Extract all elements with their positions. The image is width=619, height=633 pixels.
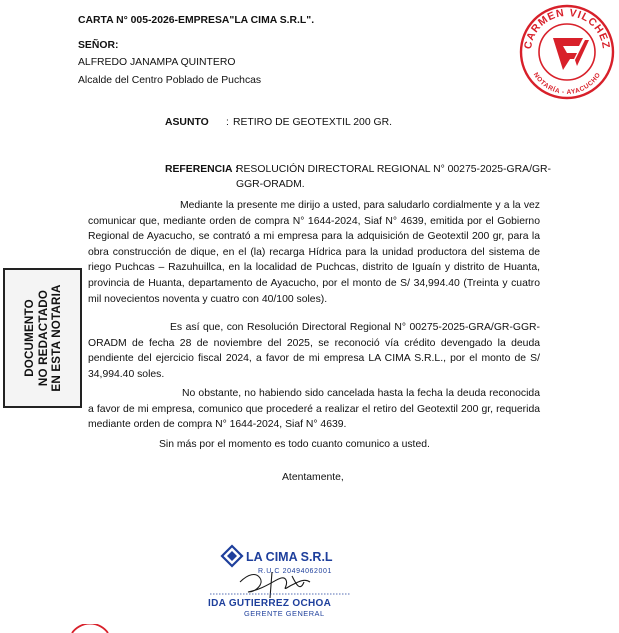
seal-name: CARMEN VILCHEZ: [521, 6, 612, 51]
body-paragraph-4: Sin más por el momento es todo cuanto comunico a usted.: [159, 439, 430, 450]
body-paragraph-1: Mediante la presente me dirijo a usted, para saludarlo cordialmente y a la vez comunicar que, mediante orden de compra N° 1644-2024, Siaf N° 4639, emitida por el Gobierno Regional de Ayacucho, se contrató a mi empresa para la adquisición de Geotextil 200 gr, para la obra construcción de dique, en el (la) recarga Hídrica para la unidad productora del sistema de riego Puchcas – Razuhuillca, en la localidad de Puchcas, distrito de Iguaín y distrito de Huanta, provincia de Huanta, departamento de Ayacucho, por el monto de S/ 34,994.40 (Treinta y cuatro mil novecientos noventa y cuatro con 40/100 soles).: [88, 200, 540, 305]
seal-subtitle: NOTARÍA - AYACUCHO: [531, 71, 603, 97]
asunto-label: ASUNTO: [165, 117, 209, 128]
notary-logo-icon: [553, 38, 589, 70]
asunto-text: RETIRO DE GEOTEXTIL 200 GR.: [233, 117, 392, 128]
notary-seal: [513, 0, 619, 100]
svg-text:NOTARÍA - AYACUCHO: [532, 71, 602, 96]
recipient-position: Alcalde del Centro Poblado de Puchcas: [78, 75, 262, 86]
referencia-line-2: GGR-ORADM.: [236, 179, 305, 190]
bottom-seal-fragment: [70, 624, 110, 633]
body-paragraph-3: No obstante, no habiendo sido cancelada hasta la fecha la deuda reconocida a favor de mi empresa, comunico que procederé a realizar el retiro del Geotextil 200 gr, requerida mediante orden de compra N° 1644-2024, Siaf N° 4639.: [88, 388, 540, 431]
company-ruc: R.U.C 20494062001: [258, 568, 333, 575]
signatory-role: GERENTE GENERAL: [244, 609, 325, 618]
salutation: SEÑOR:: [78, 40, 119, 51]
stamp-line-2: NO REDACTADO: [35, 289, 49, 387]
asunto-separator: :: [226, 117, 229, 128]
company-logo-icon: [222, 546, 242, 566]
referencia-label: REFERENCIA :: [165, 164, 239, 175]
signatory-name: IDA GUTIERREZ OCHOA: [208, 598, 332, 609]
referencia-line-1: RESOLUCIÓN DIRECTORAL REGIONAL N° 00275-2025-GRA/GR-: [236, 164, 552, 175]
not-drafted-stamp: [3, 268, 82, 408]
body-paragraph-2: Es así que, con Resolución Directoral Regional N° 00275-2025-GRA/GR-GGR-ORADM de fecha 28 de noviembre del 2025, se reconoció vía crédito devengado la deuda pendiente del ejercicio fiscal 2024, a favor de mi empresa LA CIMA S.R.L., por el monto de S/ 34,994.40 soles.: [88, 322, 540, 380]
company-stamp: [200, 542, 370, 633]
stamp-line-1: DOCUMENTO: [22, 299, 36, 377]
stamp-line-3: EN ESTA NOTARIA: [49, 284, 63, 392]
recipient-name: ALFREDO JANAMPA QUINTERO: [78, 57, 236, 68]
company-name: LA CIMA S.R.L: [246, 550, 333, 564]
closing: Atentamente,: [282, 472, 344, 483]
letter-reference: CARTA N° 005-2026-EMPRESA"LA CIMA S.R.L".: [78, 15, 315, 26]
